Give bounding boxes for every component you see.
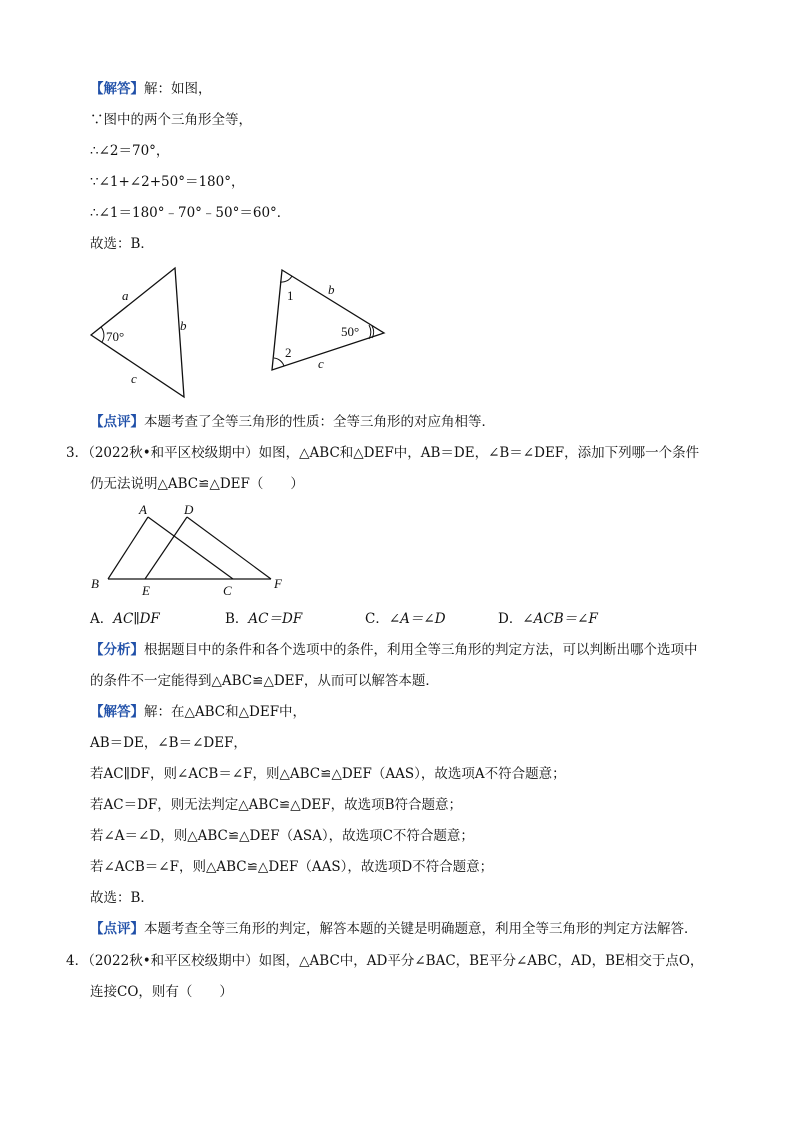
option-a[interactable] — [90, 610, 160, 628]
point-D: D — [184, 502, 194, 517]
q3-sol-line-1: AB＝DE，∠B＝∠DEF， — [90, 735, 247, 751]
q3-sol-line-3: 若AC＝DF，则无法判定△ABC≌△DEF，故选项B符合题意； — [90, 797, 463, 813]
solution-tag: 【解答】 — [90, 704, 144, 720]
q3-analysis-line-1 — [90, 641, 698, 659]
point-F: F — [274, 576, 282, 591]
left-side-a: a — [122, 288, 129, 303]
q2-line-1: ∵图中的两个三角形全等， — [90, 112, 252, 128]
q3-sol-line-5: 若∠ACB＝∠F，则△ABC≌△DEF（AAS），故选项D不符合题意； — [90, 859, 494, 875]
q2-line-4: ∴∠1＝180°﹣70°﹣50°＝60°． — [90, 205, 291, 221]
right-label-1: 1 — [287, 288, 294, 303]
option-c-text: ∠A＝∠D — [388, 611, 446, 627]
q4-number: 4． — [66, 953, 89, 969]
q4-stem-line-1 — [66, 952, 703, 970]
q2-figure-right — [268, 262, 398, 382]
comment-tag: 【点评】 — [90, 414, 144, 430]
solution-text: 解：在△ABC和△DEF中， — [144, 704, 307, 720]
option-b[interactable] — [225, 610, 302, 628]
right-label-2: 2 — [285, 345, 292, 360]
option-c-label: C． — [365, 611, 389, 627]
q2-comment — [90, 413, 495, 431]
point-A: A — [139, 502, 147, 517]
solution-tag: 【解答】 — [90, 81, 144, 97]
comment-text: 本题考查了全等三角形的性质：全等三角形的对应角相等． — [144, 414, 495, 430]
option-a-label: A． — [90, 611, 114, 627]
left-side-b: b — [180, 318, 187, 333]
option-d-label: D． — [498, 611, 523, 627]
q3-choice: 故选：B． — [90, 890, 154, 906]
q3-number: 3． — [66, 445, 89, 461]
analysis-text: 根据题目中的条件和各个选项中的条件，利用全等三角形的判定方法，可以判断出哪个选项中 — [144, 642, 698, 658]
q3-figure — [88, 500, 298, 600]
q2-line-2: ∴∠2＝70°， — [90, 143, 170, 159]
comment-tag: 【点评】 — [90, 921, 144, 937]
q3-analysis-line-2: 的条件不一定能得到△ABC≌△DEF，从而可以解答本题． — [90, 673, 439, 689]
q4-stem-text: （2022秋•和平区校级期中）如图，△ABC中，AD平分∠BAC，BE平分∠ABC，AD，BE相交于点O， — [88, 953, 704, 969]
angle-arc-left — [101, 327, 104, 342]
left-angle-label: 70° — [106, 329, 125, 344]
q4-stem-line-2: 连接CO，则有（ ） — [90, 984, 233, 1000]
q3-stem-line-2: 仍无法说明△ABC≌△DEF（ ） — [90, 476, 304, 492]
left-triangle — [91, 268, 184, 397]
right-side-b: b — [328, 282, 335, 297]
option-c[interactable] — [365, 610, 446, 628]
right-side-c: c — [318, 356, 324, 371]
q2-choice: 故选：B． — [90, 236, 154, 252]
angle-arc-right — [372, 326, 374, 338]
q3-stem-text: （2022秋•和平区校级期中）如图，△ABC和△DEF中，AB＝DE，∠B＝∠DEF，添加下列哪一个条件 — [88, 445, 700, 461]
comment-text: 本题考查全等三角形的判定，解答本题的关键是明确题意，利用全等三角形的判定方法解答． — [144, 921, 698, 937]
q3-comment — [90, 920, 698, 938]
q2-solution-line — [90, 80, 212, 98]
option-d[interactable] — [498, 610, 598, 628]
point-B: B — [91, 576, 99, 591]
analysis-tag: 【分析】 — [90, 642, 144, 658]
q3-stem-line-1 — [66, 444, 699, 462]
q2-line-3: ∵∠1+∠2+50°＝180°， — [90, 174, 245, 190]
option-d-text: ∠ACB＝∠F — [522, 611, 598, 627]
right-angle-label: 50° — [341, 324, 360, 339]
q3-solution-line — [90, 703, 306, 721]
option-b-text: AC＝DF — [248, 611, 303, 627]
angle-arc-bottom — [274, 358, 284, 366]
point-C: C — [223, 583, 232, 598]
left-side-c: c — [131, 371, 137, 386]
point-E: E — [142, 583, 150, 598]
solution-text: 解：如图， — [144, 81, 212, 97]
q3-sol-line-4: 若∠A＝∠D，则△ABC≌△DEF（ASA），故选项C不符合题意； — [90, 828, 474, 844]
option-a-text: AC∥DF — [113, 611, 160, 627]
angle-arc-right-2 — [369, 325, 371, 339]
q3-sol-line-2: 若AC∥DF，则∠ACB＝∠F，则△ABC≌△DEF（AAS），故选项A不符合题意； — [90, 766, 566, 782]
q2-figure-left — [85, 262, 205, 402]
option-b-label: B． — [225, 611, 249, 627]
